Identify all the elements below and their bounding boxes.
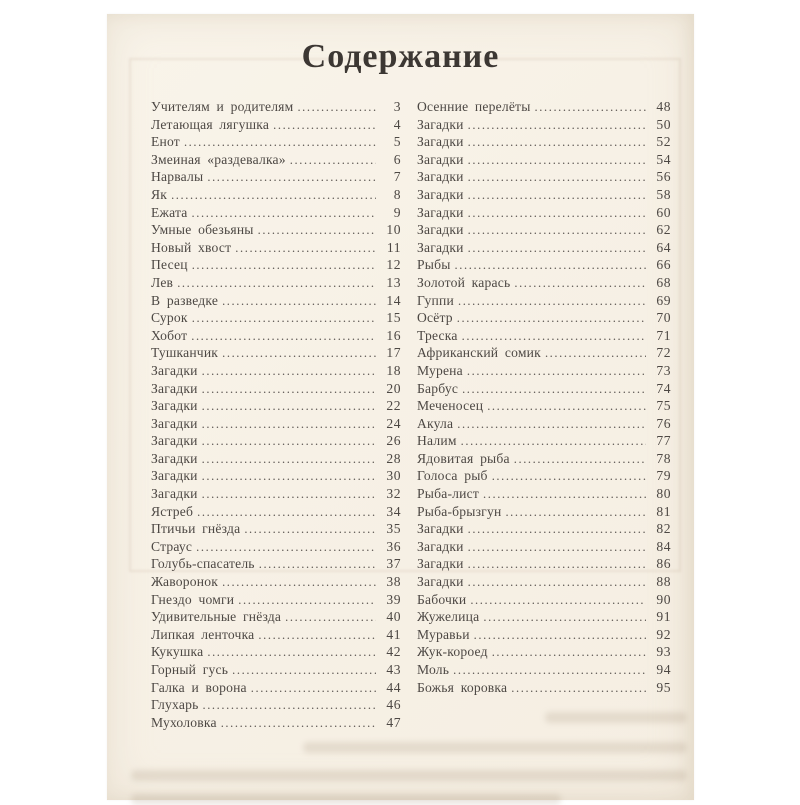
dot-leader bbox=[514, 450, 646, 469]
dot-leader bbox=[468, 573, 646, 592]
toc-entry bbox=[417, 151, 671, 169]
dot-leader bbox=[468, 204, 646, 223]
toc-entry bbox=[151, 643, 401, 661]
toc-entry-title: Жужелица bbox=[417, 609, 480, 625]
toc-entry-title: Липкая ленточка bbox=[151, 626, 255, 642]
dot-leader bbox=[285, 608, 376, 627]
toc-entry-page: 6 bbox=[393, 151, 401, 167]
toc-entry-title: Божья коровка bbox=[417, 679, 508, 695]
toc-entry-title: Сурок bbox=[151, 310, 188, 326]
toc-entry bbox=[417, 274, 671, 292]
toc-entry-page: 32 bbox=[386, 486, 401, 502]
toc-column-left bbox=[151, 98, 401, 731]
toc-entry-title: Хобот bbox=[151, 327, 188, 343]
toc-entry-title: Умные обезьяны bbox=[151, 222, 254, 238]
toc-entry-title: Гнездо чомги bbox=[151, 591, 235, 607]
dot-leader bbox=[222, 344, 376, 363]
dot-leader bbox=[232, 661, 376, 680]
toc-entry-page: 35 bbox=[386, 521, 401, 537]
toc-entry bbox=[151, 380, 401, 398]
toc-entry-page: 7 bbox=[393, 169, 401, 185]
toc-entry-page: 15 bbox=[386, 310, 401, 326]
toc-entry-page: 14 bbox=[386, 292, 401, 308]
toc-entry-title: Загадки bbox=[151, 433, 198, 449]
toc-entry-title: Треска bbox=[417, 327, 458, 343]
toc-entry-page: 64 bbox=[656, 239, 671, 255]
toc-entry-page: 90 bbox=[656, 591, 671, 607]
toc-entry-title: Як bbox=[151, 186, 168, 202]
dot-leader bbox=[202, 362, 376, 381]
toc-entry bbox=[417, 432, 671, 450]
dot-leader bbox=[202, 696, 376, 715]
toc-entry bbox=[417, 380, 671, 398]
toc-entry-page: 93 bbox=[656, 644, 671, 660]
toc-entry-title: Меченосец bbox=[417, 398, 484, 414]
toc-entry-title: Муравьи bbox=[417, 626, 470, 642]
toc-entry bbox=[417, 415, 671, 433]
toc-entry-title: Загадки bbox=[151, 415, 198, 431]
toc-entry-page: 70 bbox=[656, 310, 671, 326]
toc-entry-page: 22 bbox=[386, 398, 401, 414]
toc-entry-page: 17 bbox=[386, 345, 401, 361]
toc-entry bbox=[151, 133, 401, 151]
toc-entry-title: Осенние перелёты bbox=[417, 99, 531, 114]
toc-entry-page: 13 bbox=[386, 274, 401, 290]
dot-leader bbox=[202, 432, 376, 451]
toc-entry-title: Удивительные гнёзда bbox=[151, 609, 282, 625]
toc-entry-title: Глухарь bbox=[151, 697, 199, 713]
toc-entry-page: 28 bbox=[386, 450, 401, 466]
toc-entry-page: 46 bbox=[386, 697, 401, 713]
dot-leader bbox=[171, 186, 376, 205]
dot-leader bbox=[244, 520, 376, 539]
toc-entry-page: 41 bbox=[386, 626, 401, 642]
toc-entry-page: 12 bbox=[386, 257, 401, 273]
dot-leader bbox=[202, 380, 376, 399]
toc-entry-page: 71 bbox=[656, 327, 671, 343]
toc-entry bbox=[151, 573, 401, 591]
toc-entry-page: 66 bbox=[656, 257, 671, 273]
toc-entry bbox=[151, 520, 401, 538]
toc-entry bbox=[417, 591, 671, 609]
toc-entry bbox=[151, 344, 401, 362]
toc-entry-title: Гуппи bbox=[417, 292, 454, 308]
dot-leader bbox=[207, 168, 376, 187]
toc-entry-page: 4 bbox=[393, 116, 401, 132]
dot-leader bbox=[468, 151, 646, 170]
dot-leader bbox=[453, 661, 646, 680]
toc-entry-page: 30 bbox=[386, 468, 401, 484]
dot-leader bbox=[545, 344, 646, 363]
toc-entry-title: Бабочки bbox=[417, 591, 467, 607]
dot-leader bbox=[474, 626, 646, 645]
toc-entry-title: Загадки bbox=[417, 222, 464, 238]
toc-entry-title: Голоса рыб bbox=[417, 468, 488, 484]
toc-entry-title: Енот bbox=[151, 134, 180, 150]
toc-entry-title: Осётр bbox=[417, 310, 453, 326]
toc-entry-page: 77 bbox=[656, 433, 671, 449]
dot-leader bbox=[467, 362, 646, 381]
toc-entry bbox=[417, 256, 671, 274]
toc-entry-title: Золотой карась bbox=[417, 274, 511, 290]
toc-entry bbox=[151, 591, 401, 609]
toc-entry-title: Акула bbox=[417, 415, 454, 431]
toc-entry bbox=[417, 485, 671, 503]
toc-entry bbox=[151, 503, 401, 521]
toc-entry-title: Загадки bbox=[417, 116, 464, 132]
dot-leader bbox=[222, 292, 376, 311]
toc-entry bbox=[151, 256, 401, 274]
dot-leader bbox=[192, 309, 376, 328]
dot-leader bbox=[468, 116, 646, 135]
toc-entry bbox=[417, 327, 671, 345]
toc-entry-page: 11 bbox=[386, 239, 401, 255]
toc-entry-title: Нарвалы bbox=[151, 169, 204, 185]
toc-entry bbox=[417, 538, 671, 556]
dot-leader bbox=[487, 397, 646, 416]
toc-entry bbox=[417, 520, 671, 538]
toc-entry bbox=[151, 696, 401, 714]
dot-leader bbox=[462, 380, 646, 399]
toc-entry-page: 26 bbox=[386, 433, 401, 449]
toc-entry-title: Ядовитая рыба bbox=[417, 450, 510, 466]
dot-leader bbox=[468, 186, 646, 205]
toc-entry bbox=[151, 467, 401, 485]
toc-entry-page: 75 bbox=[656, 398, 671, 414]
toc-entry bbox=[417, 661, 671, 679]
toc-entry bbox=[417, 186, 671, 204]
toc-entry-page: 60 bbox=[656, 204, 671, 220]
toc-entry-title: Барбус bbox=[417, 380, 459, 396]
toc-entry bbox=[417, 116, 671, 134]
toc-entry-page: 3 bbox=[393, 99, 401, 114]
toc-entry-page: 76 bbox=[656, 415, 671, 431]
dot-leader bbox=[511, 679, 646, 698]
toc-entry-title: Моль bbox=[417, 662, 450, 677]
toc-entry-page: 54 bbox=[656, 151, 671, 167]
dot-leader bbox=[468, 221, 646, 240]
toc-entry-title: Галка и ворона bbox=[151, 679, 247, 695]
toc-entry bbox=[417, 98, 671, 116]
dot-leader bbox=[492, 643, 646, 662]
toc-entry bbox=[151, 397, 401, 415]
dot-leader bbox=[238, 591, 376, 610]
toc-entry bbox=[151, 204, 401, 222]
dot-leader bbox=[505, 503, 646, 522]
toc-entry-page: 9 bbox=[393, 204, 401, 220]
toc-entry bbox=[417, 309, 671, 327]
dot-leader bbox=[184, 133, 376, 152]
toc-entry-page: 37 bbox=[386, 556, 401, 572]
toc-entry bbox=[417, 608, 671, 626]
dot-leader bbox=[468, 538, 646, 557]
bleedthrough-smudge bbox=[303, 742, 687, 753]
toc-entry-title: Новый хвост bbox=[151, 239, 232, 255]
toc-entry bbox=[151, 151, 401, 169]
toc-entry bbox=[151, 186, 401, 204]
toc-entry-title: Рыба-лист bbox=[417, 486, 480, 502]
dot-leader bbox=[468, 168, 646, 187]
toc-entry bbox=[151, 485, 401, 503]
toc-entry-page: 94 bbox=[656, 662, 671, 677]
toc-entry-page: 34 bbox=[386, 503, 401, 519]
dot-leader bbox=[202, 415, 376, 434]
toc-entry-page: 84 bbox=[656, 538, 671, 554]
toc-entry-title: Рыбы bbox=[417, 257, 451, 273]
dot-leader bbox=[235, 239, 376, 258]
dot-leader bbox=[468, 520, 646, 539]
toc-entry bbox=[151, 661, 401, 679]
dot-leader bbox=[196, 538, 376, 557]
toc-entry-page: 48 bbox=[656, 99, 671, 114]
toc-entry bbox=[151, 538, 401, 556]
toc-entry-title: Загадки bbox=[417, 239, 464, 255]
toc-entry-title: Загадки bbox=[417, 556, 464, 572]
toc-entry-page: 38 bbox=[386, 574, 401, 590]
toc-entry-title: Налим bbox=[417, 433, 457, 449]
toc-entry bbox=[151, 608, 401, 626]
toc-entry-page: 91 bbox=[656, 609, 671, 625]
toc-entry bbox=[151, 239, 401, 257]
toc-entry-page: 18 bbox=[386, 362, 401, 378]
toc-entry-title: Ежата bbox=[151, 204, 188, 220]
dot-leader bbox=[258, 626, 376, 645]
toc-entry bbox=[417, 643, 671, 661]
toc-entry-page: 16 bbox=[386, 327, 401, 343]
dot-leader bbox=[202, 485, 376, 504]
toc-entry-page: 79 bbox=[656, 468, 671, 484]
dot-leader bbox=[197, 503, 376, 522]
toc-entry-title: Птичьи гнёзда bbox=[151, 521, 241, 537]
toc-entry bbox=[417, 626, 671, 644]
toc-entry bbox=[151, 415, 401, 433]
bleedthrough-smudge bbox=[131, 770, 687, 781]
toc-entry-page: 78 bbox=[656, 450, 671, 466]
dot-leader bbox=[273, 116, 376, 135]
toc-entry-title: Загадки bbox=[151, 468, 198, 484]
toc-entry bbox=[417, 503, 671, 521]
dot-leader bbox=[535, 98, 646, 117]
dot-leader bbox=[191, 327, 376, 346]
toc-entry-title: Мурена bbox=[417, 362, 463, 378]
toc-entry bbox=[417, 450, 671, 468]
toc-entry bbox=[417, 168, 671, 186]
toc-entry-page: 74 bbox=[656, 380, 671, 396]
toc-entry-title: Горный гусь bbox=[151, 662, 229, 677]
dot-leader bbox=[458, 292, 646, 311]
toc-entry-page: 95 bbox=[656, 679, 671, 695]
toc-entry bbox=[417, 292, 671, 310]
toc-entry-title: Загадки bbox=[417, 169, 464, 185]
dot-leader bbox=[221, 714, 376, 733]
toc-entry-title: Голубь-спасатель bbox=[151, 556, 255, 572]
dot-leader bbox=[483, 608, 646, 627]
toc-entry bbox=[417, 555, 671, 573]
toc-entry bbox=[151, 679, 401, 697]
toc-entry-title: Загадки bbox=[151, 450, 198, 466]
toc-entry bbox=[151, 309, 401, 327]
toc-entry-page: 40 bbox=[386, 609, 401, 625]
toc-entry-page: 8 bbox=[393, 186, 401, 202]
dot-leader bbox=[202, 467, 376, 486]
toc-entry-page: 86 bbox=[656, 556, 671, 572]
toc-entry-page: 82 bbox=[656, 521, 671, 537]
toc-entry bbox=[417, 573, 671, 591]
toc-entry-page: 92 bbox=[656, 626, 671, 642]
toc-entry-title: Загадки bbox=[417, 186, 464, 202]
dot-leader bbox=[455, 256, 646, 275]
dot-leader bbox=[470, 591, 646, 610]
toc-entry-title: В разведке bbox=[151, 292, 219, 308]
toc-entry bbox=[151, 714, 401, 732]
dot-leader bbox=[468, 239, 646, 258]
toc-columns bbox=[151, 98, 671, 731]
toc-entry-title: Летающая лягушка bbox=[151, 116, 270, 132]
toc-entry-title: Загадки bbox=[417, 538, 464, 554]
toc-entry bbox=[417, 344, 671, 362]
toc-entry-page: 5 bbox=[393, 134, 401, 150]
dot-leader bbox=[457, 309, 646, 328]
toc-entry-page: 20 bbox=[386, 380, 401, 396]
toc-entry-page: 81 bbox=[656, 503, 671, 519]
toc-entry bbox=[417, 221, 671, 239]
toc-entry-title: Рыба-брызгун bbox=[417, 503, 502, 519]
toc-entry bbox=[417, 362, 671, 380]
toc-entry bbox=[417, 467, 671, 485]
toc-entry-page: 69 bbox=[656, 292, 671, 308]
toc-entry-page: 44 bbox=[386, 679, 401, 695]
dot-leader bbox=[222, 573, 376, 592]
toc-entry-title: Мухоловка bbox=[151, 714, 217, 730]
dot-leader bbox=[290, 151, 376, 170]
toc-entry bbox=[417, 133, 671, 151]
toc-entry bbox=[417, 239, 671, 257]
toc-entry bbox=[151, 116, 401, 134]
toc-entry bbox=[151, 327, 401, 345]
dot-leader bbox=[259, 555, 376, 574]
toc-entry-title: Змеиная «раздевалка» bbox=[151, 151, 286, 167]
toc-entry-page: 52 bbox=[656, 134, 671, 150]
toc-entry-title: Загадки bbox=[151, 380, 198, 396]
dot-leader bbox=[468, 133, 646, 152]
toc-entry-title: Тушканчик bbox=[151, 345, 219, 361]
toc-entry-title: Ястреб bbox=[151, 503, 194, 519]
dot-leader bbox=[457, 415, 646, 434]
toc-entry bbox=[151, 555, 401, 573]
toc-entry-title: Африканский сомик bbox=[417, 345, 541, 361]
toc-entry-title: Загадки bbox=[151, 398, 198, 414]
toc-entry-title: Загадки bbox=[417, 151, 464, 167]
toc-entry-title: Жаворонок bbox=[151, 574, 219, 590]
toc-entry bbox=[151, 221, 401, 239]
page-title: Содержание bbox=[301, 38, 500, 75]
toc-entry bbox=[417, 397, 671, 415]
toc-column-right bbox=[417, 98, 671, 731]
toc-entry-page: 42 bbox=[386, 644, 401, 660]
toc-entry-title: Загадки bbox=[151, 362, 198, 378]
dot-leader bbox=[297, 98, 376, 117]
dot-leader bbox=[492, 467, 646, 486]
dot-leader bbox=[258, 221, 376, 240]
toc-entry bbox=[417, 204, 671, 222]
toc-entry-title: Загадки bbox=[417, 204, 464, 220]
toc-entry-page: 58 bbox=[656, 186, 671, 202]
toc-entry-page: 24 bbox=[386, 415, 401, 431]
toc-entry-page: 80 bbox=[656, 486, 671, 502]
toc-entry bbox=[151, 450, 401, 468]
toc-entry bbox=[151, 362, 401, 380]
toc-entry bbox=[151, 626, 401, 644]
toc-entry-page: 88 bbox=[656, 574, 671, 590]
dot-leader bbox=[514, 274, 646, 293]
dot-leader bbox=[483, 485, 646, 504]
toc-entry bbox=[151, 98, 401, 116]
dot-leader bbox=[207, 643, 376, 662]
dot-leader bbox=[192, 256, 376, 275]
toc-entry-title: Страус bbox=[151, 538, 193, 554]
toc-entry-title: Загадки bbox=[151, 486, 198, 502]
toc-entry-page: 47 bbox=[386, 714, 401, 730]
dot-leader bbox=[192, 204, 376, 223]
toc-entry-title: Учителям и родителям bbox=[151, 99, 294, 114]
dot-leader bbox=[202, 397, 376, 416]
toc-entry-title: Загадки bbox=[417, 574, 464, 590]
toc-entry-page: 43 bbox=[386, 662, 401, 677]
toc-entry-page: 56 bbox=[656, 169, 671, 185]
dot-leader bbox=[177, 274, 376, 293]
toc-entry bbox=[417, 679, 671, 697]
toc-entry-page: 10 bbox=[386, 222, 401, 238]
toc-entry bbox=[151, 274, 401, 292]
toc-entry-page: 73 bbox=[656, 362, 671, 378]
toc-entry-title: Загадки bbox=[417, 521, 464, 537]
book-page bbox=[107, 14, 694, 800]
toc-entry bbox=[151, 292, 401, 310]
toc-entry-title: Жук-короед bbox=[417, 644, 488, 660]
toc-entry bbox=[151, 168, 401, 186]
toc-entry-title: Кукушка bbox=[151, 644, 204, 660]
toc-entry-title: Лев bbox=[151, 274, 174, 290]
toc-entry-title: Загадки bbox=[417, 134, 464, 150]
toc-entry-title: Песец bbox=[151, 257, 188, 273]
toc-entry-page: 50 bbox=[656, 116, 671, 132]
toc-entry-page: 68 bbox=[656, 274, 671, 290]
dot-leader bbox=[462, 327, 646, 346]
toc-entry bbox=[151, 432, 401, 450]
dot-leader bbox=[251, 679, 376, 698]
dot-leader bbox=[202, 450, 376, 469]
toc-entry-page: 72 bbox=[656, 345, 671, 361]
dot-leader bbox=[468, 555, 646, 574]
dot-leader bbox=[461, 432, 646, 451]
toc-entry-page: 39 bbox=[386, 591, 401, 607]
toc-entry-page: 36 bbox=[386, 538, 401, 554]
toc-entry-page: 62 bbox=[656, 222, 671, 238]
